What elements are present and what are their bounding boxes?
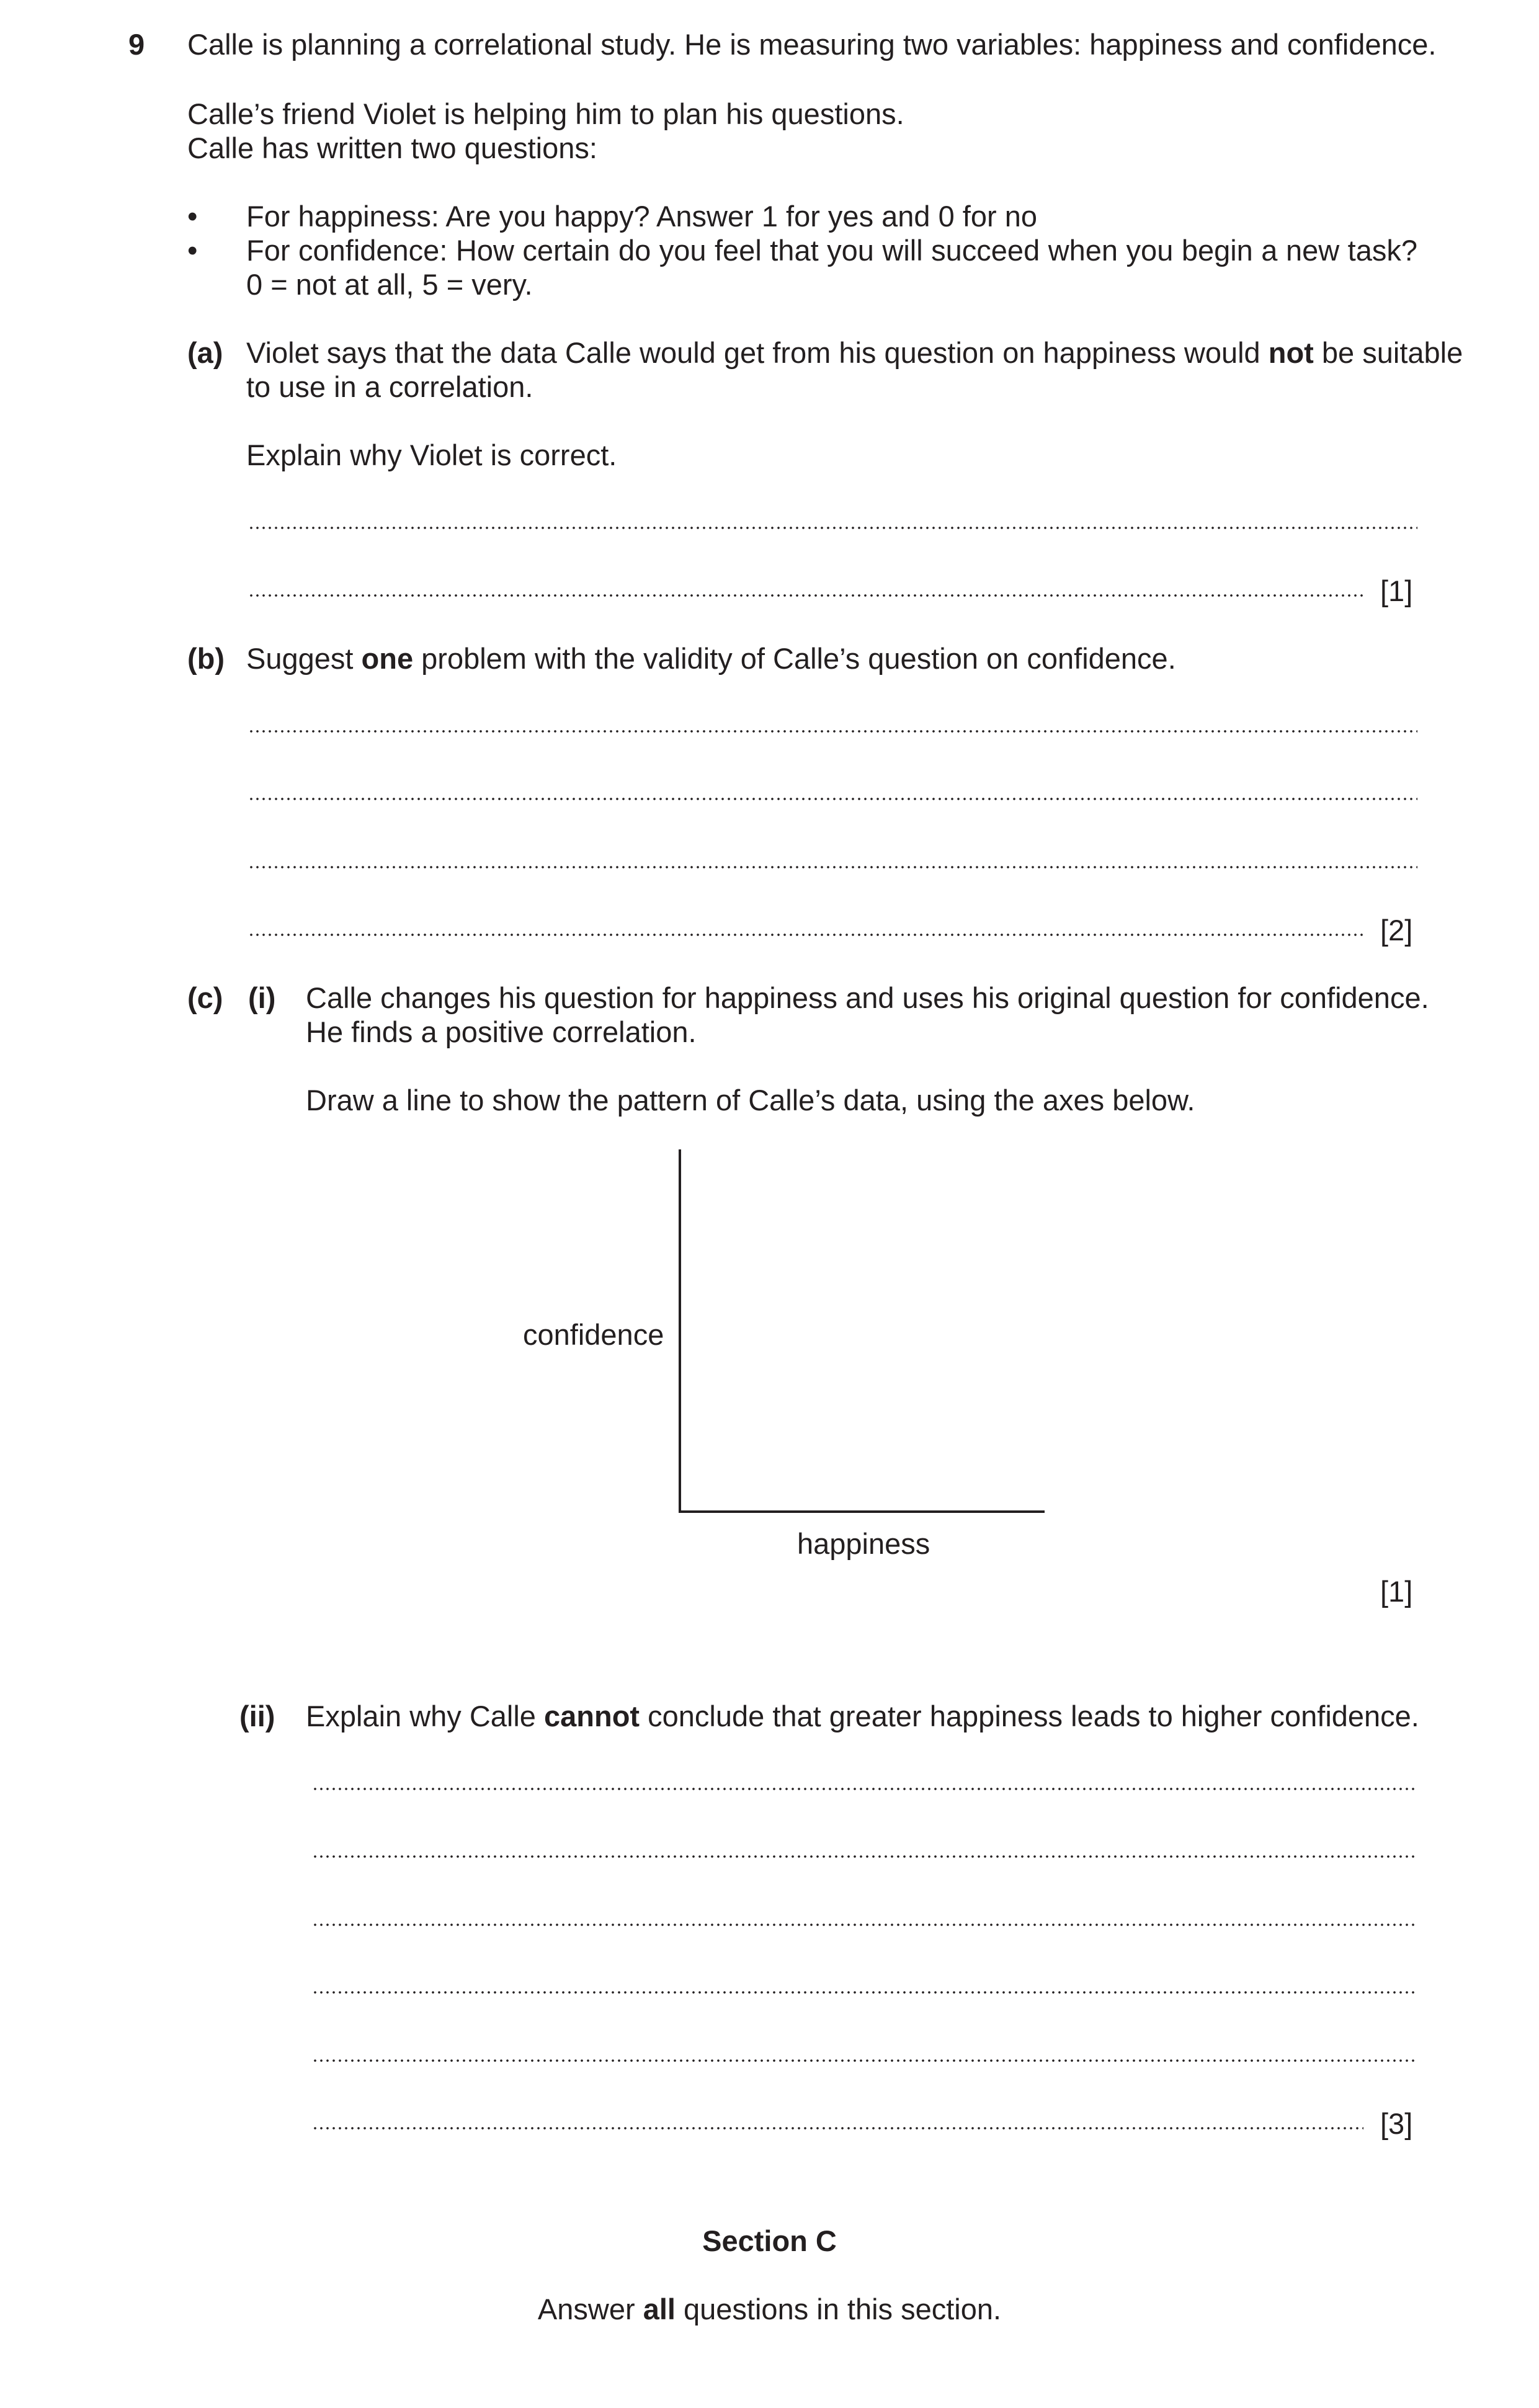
answer-line-cii2[interactable]	[312, 1855, 1417, 1858]
answer-line-cii5[interactable]	[312, 2059, 1417, 2062]
part-c-i-instruction: Draw a line to show the pattern of Calle’s data, using the axes below.	[306, 1084, 1195, 1117]
part-c-i-statement: Calle changes his question for happiness and uses his original question for confidence.	[306, 981, 1429, 1014]
answer-line-cii3[interactable]	[312, 1924, 1417, 1926]
answer-line-b4[interactable]	[248, 934, 1363, 936]
part-b-prompt: Suggest one problem with the validity of Calle’s question on confidence.	[246, 642, 1176, 675]
bullet-symbol: •	[187, 234, 198, 267]
part-c-label: (c)	[187, 981, 223, 1014]
part-a-statement: Violet says that the data Calle would get from his question on happiness would not be suitable	[246, 336, 1463, 369]
answer-line-b3[interactable]	[248, 866, 1417, 868]
part-c-ii-label: (ii)	[239, 1700, 275, 1732]
bullet-confidence-scale: 0 = not at all, 5 = very.	[246, 268, 533, 301]
answer-line-b2[interactable]	[248, 798, 1417, 800]
bullet-confidence-question: For confidence: How certain do you feel that you will succeed when you begin a new task?	[246, 234, 1417, 267]
answer-line-b1[interactable]	[248, 730, 1417, 733]
part-a-marks: [1]	[1380, 574, 1413, 607]
x-axis	[679, 1510, 1045, 1513]
question-number: 9	[128, 28, 145, 61]
answer-line-cii1[interactable]	[312, 1788, 1417, 1790]
y-axis-label: confidence	[523, 1318, 664, 1351]
answer-line-cii6[interactable]	[312, 2127, 1363, 2129]
part-a-instruction: Explain why Violet is correct.	[246, 439, 617, 471]
answer-line-a1[interactable]	[248, 527, 1417, 529]
question-friend-line: Calle’s friend Violet is helping him to plan his questions.	[187, 97, 904, 130]
question-written-line: Calle has written two questions:	[187, 132, 597, 164]
section-title: Section C	[702, 2224, 837, 2257]
part-c-ii-prompt: Explain why Calle cannot conclude that greater happiness leads to higher confidence.	[306, 1700, 1419, 1732]
question-intro: Calle is planning a correlational study. He is measuring two variables: happiness and confidence.	[187, 28, 1437, 61]
part-c-ii-marks: [3]	[1380, 2107, 1413, 2140]
part-c-i-label: (i)	[248, 981, 276, 1014]
part-a-label: (a)	[187, 336, 223, 369]
section-instruction: Answer all questions in this section.	[537, 2293, 1002, 2326]
part-a-statement-cont: to use in a correlation.	[246, 370, 533, 403]
y-axis	[679, 1149, 681, 1513]
part-b-label: (b)	[187, 642, 225, 675]
part-b-marks: [2]	[1380, 914, 1413, 947]
answer-line-a2[interactable]	[248, 594, 1363, 597]
bullet-symbol: •	[187, 200, 198, 233]
answer-line-cii4[interactable]	[312, 1991, 1417, 1994]
part-c-i-statement-cont: He finds a positive correlation.	[306, 1015, 697, 1048]
part-c-i-marks: [1]	[1380, 1575, 1413, 1608]
x-axis-label: happiness	[797, 1527, 930, 1560]
bullet-happiness-question: For happiness: Are you happy? Answer 1 for yes and 0 for no	[246, 200, 1037, 233]
